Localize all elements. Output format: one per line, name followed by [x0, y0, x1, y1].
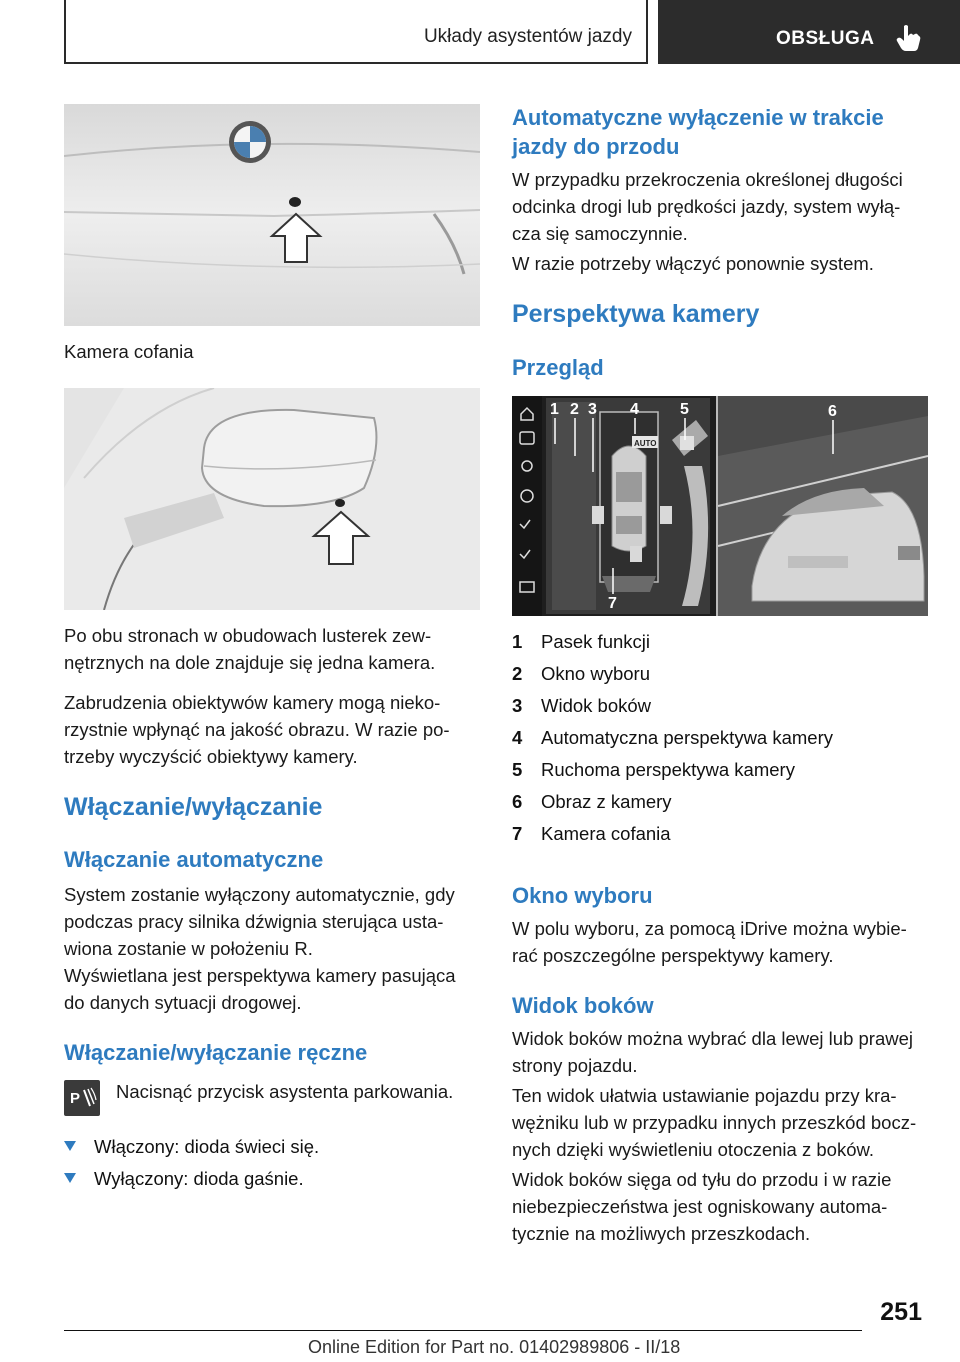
mirror-text-line2: nętrznych na dole znajduje się jedna kamera. — [64, 652, 436, 673]
heading-perspective: Perspektywa kamery — [512, 300, 760, 328]
bullet-off-text: Wyłączony: dioda gaśnie. — [94, 1168, 304, 1189]
auto-off-text-line1: W przypadku przekroczenia określonej długości — [512, 169, 903, 190]
heading-on-off: Włączanie/wyłączanie — [64, 793, 323, 821]
camera-screen-illustration — [512, 396, 928, 616]
legend-label: Kamera cofania — [541, 823, 671, 844]
side-text-line1: Widok boków można wybrać dla lewej lub prawej — [512, 1028, 914, 1049]
auto-text-line2: podczas pracy silnika dźwignia sterująca usta- — [64, 911, 444, 932]
mirror-text-line1: Po obu stronach w obudowach lusterek zew- — [64, 625, 432, 646]
legend-num: 7 — [512, 823, 523, 844]
footer-divider — [64, 1330, 862, 1331]
auto-text-line5: do danych sytuacji drogowej. — [64, 992, 302, 1013]
legend-num: 3 — [512, 695, 523, 716]
heading-auto-on: Włączanie automatyczne — [64, 847, 324, 872]
side-text-line5: nych dzięki wyświetleniu otoczenia z boków. — [512, 1139, 874, 1160]
legend-label: Widok boków — [541, 695, 652, 716]
heading-side-view: Widok boków — [512, 993, 654, 1018]
svg-text:3: 3 — [588, 401, 597, 418]
bullet-on-text: Włączony: dioda świeci się. — [94, 1136, 320, 1157]
park-assist-button-icon — [64, 1080, 100, 1116]
auto-label: AUTO — [634, 439, 657, 448]
svg-text:1: 1 — [550, 401, 559, 418]
side-text-line8: tycznie na możliwych przeszkodach. — [512, 1223, 811, 1244]
caption-rear-camera: Kamera cofania — [64, 341, 194, 362]
page-number: 251 — [880, 1298, 922, 1326]
legend-label: Pasek funkcji — [541, 631, 650, 652]
bullet-triangle-icon — [64, 1173, 76, 1183]
header-section-box — [64, 0, 648, 64]
legend-num: 6 — [512, 791, 523, 812]
dirt-text-line3: trzeby wyczyścić obiektywy kamery. — [64, 746, 358, 767]
heading-select-window: Okno wyboru — [512, 883, 653, 908]
legend-num: 2 — [512, 663, 523, 684]
heading-overview: Przegląd — [512, 355, 604, 380]
svg-text:6: 6 — [828, 403, 837, 420]
heading-auto-off-line1: Automatyczne wyłączenie w trakcie — [512, 105, 884, 130]
legend-label: Okno wyboru — [541, 663, 650, 684]
mirror-camera-photo — [64, 388, 480, 610]
side-text-line3: Ten widok ułatwia ustawianie pojazdu przy kra- — [512, 1085, 897, 1106]
dirt-text-line1: Zabrudzenia obiektywów kamery mogą nieko- — [64, 692, 441, 713]
select-text-line2: rać poszczególne perspektywy kamery. — [512, 945, 834, 966]
rear-camera-photo — [64, 104, 480, 326]
auto-off-text-line3: cza się samoczynnie. — [512, 223, 688, 244]
header-chapter-box — [658, 0, 960, 64]
side-text-line6: Widok boków sięga od tyłu do przodu i w razie — [512, 1169, 892, 1190]
legend-num: 5 — [512, 759, 523, 780]
auto-off-text-line2: odcinka drogi lub prędkości jazdy, system wyłą- — [512, 196, 901, 217]
side-text-line2: strony pojazdu. — [512, 1055, 638, 1076]
section-title: Układy asystentów jazdy — [423, 26, 632, 47]
auto-off-text-line4: W razie potrzeby włączyć ponownie system. — [512, 253, 874, 274]
auto-text-line1: System zostanie wyłączony automatycznie, gdy — [64, 884, 455, 905]
legend-num: 1 — [512, 631, 523, 652]
hand-pointer-icon — [896, 24, 922, 52]
bullet-triangle-icon — [64, 1141, 76, 1151]
auto-text-line3: wiona zostanie w położeniu R. — [64, 938, 313, 959]
side-text-line4: wężniku lub w przypadku innych przeszkód bocz- — [512, 1112, 917, 1133]
svg-text:2: 2 — [570, 401, 579, 418]
legend-num: 4 — [512, 727, 523, 748]
dirt-text-line2: rzystnie wpłynąć na jakość obrazu. W razie po- — [64, 719, 450, 740]
svg-text:P: P — [70, 1090, 81, 1107]
heading-auto-off-line2: jazdy do przodu — [512, 134, 680, 159]
svg-text:7: 7 — [608, 595, 617, 612]
select-text-line1: W polu wyboru, za pomocą iDrive można wybie- — [512, 918, 907, 939]
footer-edition: Online Edition for Part no. 01402989806 - II/18 — [308, 1337, 681, 1357]
side-text-line7: niebezpieczeństwa jest ogniskowany automa- — [512, 1196, 888, 1217]
heading-manual: Włączanie/wyłączanie ręczne — [64, 1040, 368, 1065]
svg-text:4: 4 — [630, 401, 639, 418]
chapter-title: OBSŁUGA — [776, 28, 875, 49]
manual-text: Nacisnąć przycisk asystenta parkowania. — [116, 1081, 454, 1102]
legend-label: Ruchoma perspektywa kamery — [541, 759, 795, 780]
legend-label: Automatyczna perspektywa kamery — [541, 727, 834, 748]
auto-text-line4: Wyświetlana jest perspektywa kamery pasująca — [64, 965, 456, 986]
legend-label: Obraz z kamery — [541, 791, 672, 812]
svg-text:5: 5 — [680, 401, 689, 418]
legend-list — [512, 628, 928, 848]
